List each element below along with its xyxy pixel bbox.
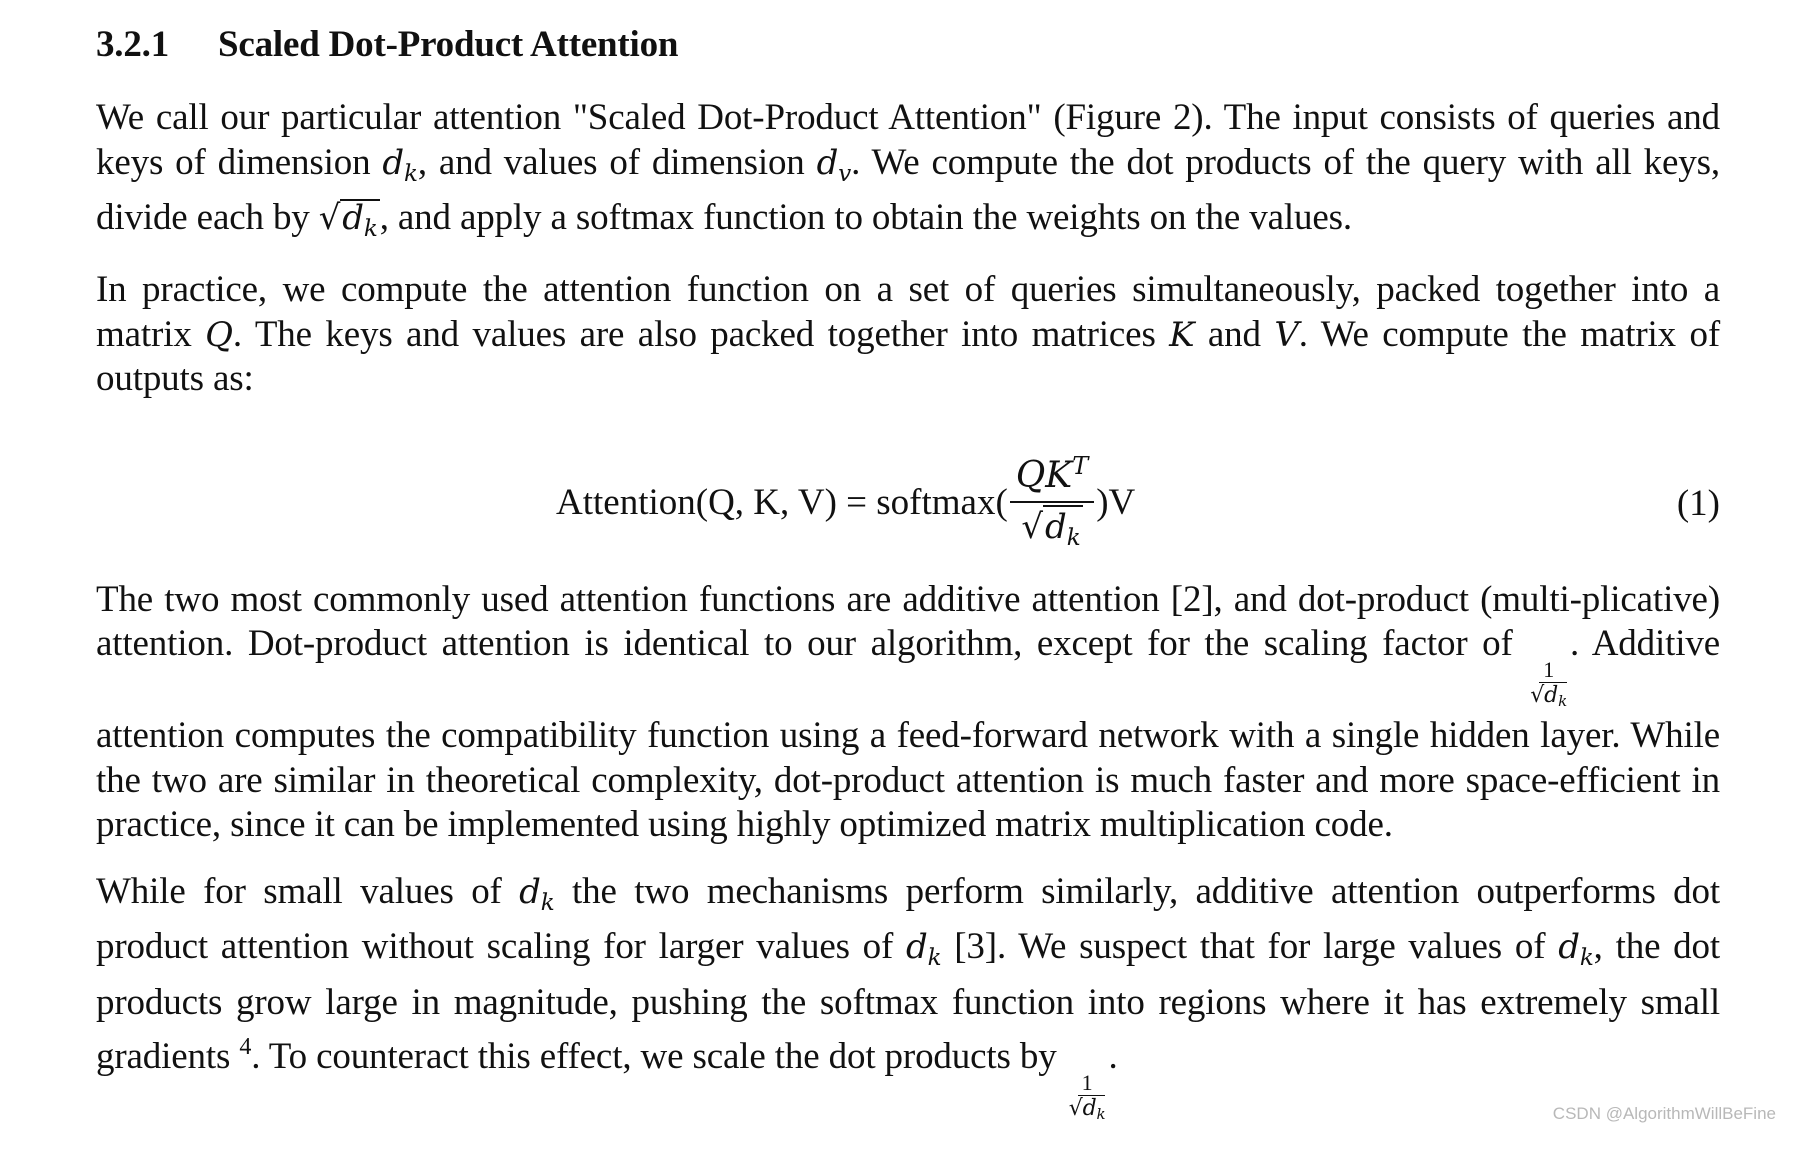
math-V: V (1274, 314, 1299, 355)
section-heading (96, 22, 1720, 68)
p4-text-1: While for small values of (96, 870, 520, 912)
equation-rhs: )V (1096, 482, 1136, 523)
p4-text-2: the two mechanisms perform similarly, additive attention outperforms dot product attention without scaling for larger values of (96, 870, 1721, 967)
p4-text-5: . To counteract this effect, we scale the dot products by (251, 1036, 1066, 1077)
paragraph-3 (96, 578, 1720, 848)
watermark: CSDN @AlgorithmWillBeFine (1552, 1104, 1776, 1123)
math-K: K (1169, 314, 1195, 355)
paragraph-1 (96, 96, 1720, 246)
math-dk: $d_k$ (382, 142, 418, 187)
equation-fraction (1010, 443, 1094, 562)
equation-body (556, 448, 1135, 558)
p2-text-and: and (1194, 313, 1275, 355)
equation-numerator: $QK^T$ (1010, 443, 1094, 503)
footnote-marker[interactable]: 4 (239, 1034, 252, 1060)
math-dv: $d_v$ (816, 142, 852, 187)
p1-text-4: , and apply a softmax function to obtain the weights on the values. (379, 197, 1352, 238)
math-dk: $d_k$ (519, 871, 555, 916)
equation-lhs: Attention(Q, K, V) = softmax( (556, 482, 1008, 523)
math-sqrt-dk: $√d_k$ (319, 196, 380, 246)
p1-text-1: We call our particular attention "Scaled Dot-Product Attention" (Figure 2). The input consists of queries and keys of dimension (96, 97, 1720, 183)
section-title: Scaled Dot-Product Attention (218, 24, 679, 65)
p4-text-6: . (1108, 1036, 1118, 1077)
paper-section (96, 22, 1720, 1149)
math-inv-sqrt-dk: $\frac{1}{√dk}$ (1068, 1070, 1106, 1123)
paragraph-2 (96, 268, 1720, 402)
section-number: 3.2.1 (96, 24, 170, 65)
p3-text-1: The two most commonly used attention functions are additive attention [2], and dot-product (multi-plicative) attention. Dot-product attention is identical to our algorithm, except for the scaling factor of (96, 578, 1720, 664)
equation-1 (96, 442, 1720, 562)
equation-denominator: $√d_k$ (1021, 507, 1081, 551)
paragraph-4 (96, 870, 1720, 1128)
math-Q: Q (205, 314, 233, 355)
p2-text-2: . The keys and values are also packed together into matrices (232, 313, 1170, 355)
p4-text-3: [3]. We suspect that for large values of (941, 926, 1559, 967)
p1-text-2: , and values of dimension (417, 141, 817, 183)
p4-text-4: , the dot products grow large in magnitude, pushing the softmax function into regions where it has extremely small gradients (96, 926, 1720, 1077)
p2-text-3: . We compute the matrix of outputs as: (96, 313, 1720, 399)
math-dk: $d_k$ (1558, 927, 1594, 971)
p1-text-3: . We compute the dot products of the query with all keys, divide each by (96, 141, 1720, 238)
p3-text-2: . Additive attention computes the compatibility function using a feed-forward network with a single hidden layer. While the two are similar in theoretical complexity, dot-product attention is much faster and more space-efficient in practice, since it can be implemented using highly optimized matrix multiplication code. (96, 623, 1720, 845)
math-inv-sqrt-dk: $\frac{1}{√dk}$ (1530, 657, 1568, 710)
p2-text-1: In practice, we compute the attention function on a set of queries simultaneously, packed together into a matrix (96, 269, 1720, 355)
math-dk: $d_k$ (906, 927, 942, 971)
equation-number: (1) (1676, 482, 1720, 524)
